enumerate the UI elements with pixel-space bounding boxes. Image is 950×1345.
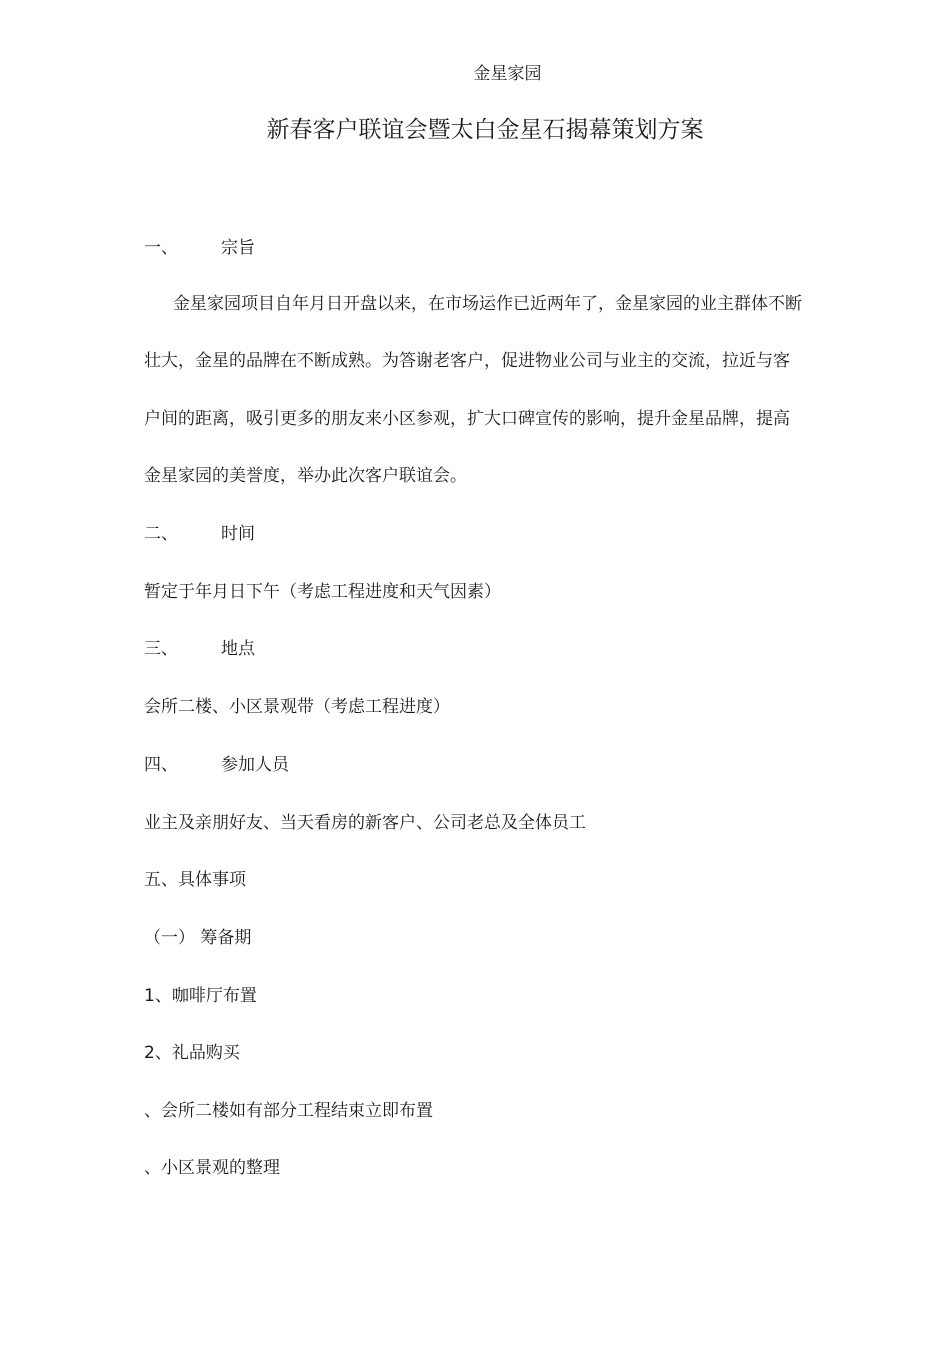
time-text: 暂定于年月日下午（考虑工程进度和天气因素） [144,582,501,602]
details-heading: 五、具体事项 [144,870,246,890]
location-text: 会所二楼、小区景观带（考虑工程进度） [144,697,450,717]
section-number: 一、 [144,238,178,258]
paragraph-line: 壮大，金星的品牌在不断成熟。为答谢老客户，促进物业公司与业主的交流，拉近与客 [144,351,790,371]
list-item: 2、礼品购买 [144,1043,240,1063]
document-title: 新春客户联谊会暨太白金星石揭幕策划方案 [266,117,704,143]
section-number: 二、 [144,524,178,544]
section-title: 参加人员 [221,755,289,775]
section-number: 三、 [144,639,178,659]
section-title: 宗旨 [221,238,255,258]
section-heading-time [144,522,255,546]
section-heading-attendees [144,753,289,777]
list-item: 、小区景观的整理 [144,1158,280,1178]
section-heading-location [144,637,255,661]
prep-heading: （一） 筹备期 [144,928,252,948]
list-item: 1、咖啡厅布置 [144,986,257,1006]
section-title: 地点 [221,639,255,659]
list-item: 、会所二楼如有部分工程结束立即布置 [144,1101,433,1121]
paragraph-line: 户间的距离，吸引更多的朋友来小区参观，扩大口碑宣传的影响，提升金星品牌，提高 [144,409,790,429]
company-header: 金星家园 [473,64,542,84]
attendees-text: 业主及亲朋好友、当天看房的新客户、公司老总及全体员工 [144,813,586,833]
section-title: 时间 [221,524,255,544]
section-heading-purpose [144,236,255,260]
paragraph-line: 金星家园项目自年月日开盘以来，在市场运作已近两年了，金星家园的业主群体不断 [173,294,802,314]
section-number: 四、 [144,755,178,775]
paragraph-line: 金星家园的美誉度，举办此次客户联谊会。 [144,466,467,486]
